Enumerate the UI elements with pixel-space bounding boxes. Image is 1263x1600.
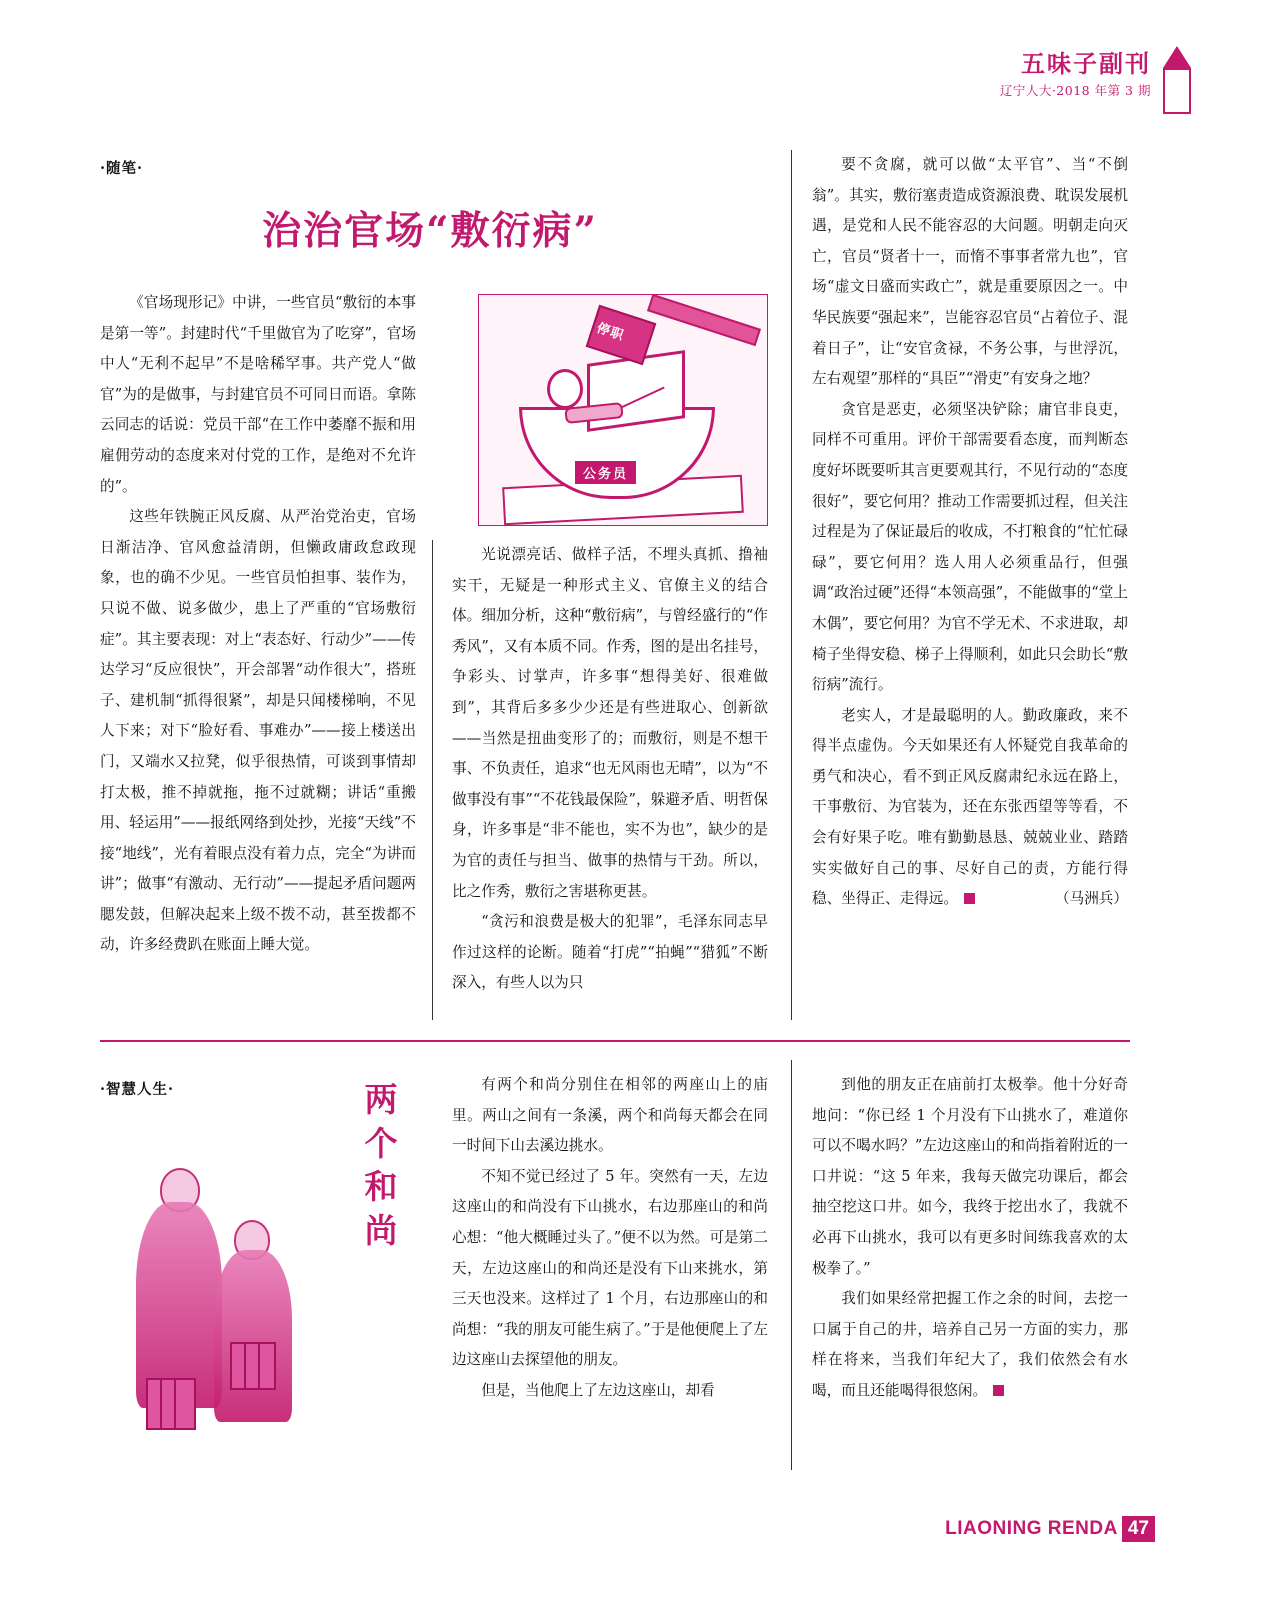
article-column-3 bbox=[812, 150, 1128, 915]
article-column-2 bbox=[452, 540, 768, 999]
bowl-label: 公务员 bbox=[575, 461, 636, 484]
illustration-two-monks bbox=[112, 1150, 336, 1450]
paragraph: 要不贪腐，就可以做“太平官”、当“不倒翁”。其实，敷衍塞责造成资源浪费、耽误发展机遇，是党和人民不能容忍的大问题。明朝走向灭亡，官员“贤者十一，而惰不事事者常九也”，官场“虚文日盛而实政亡”，就是重要原因之一。中华民族要“强起来”，岂能容忍官员“占着位子、混着日子”，让“安官贪禄，不务公事，与世浮沉，左右观望”那样的“具臣”“滑吏”有安身之地？ bbox=[812, 156, 1128, 388]
paragraph: 贪官是恶吏，必须坚决铲除；庸官非良吏，同样不可重用。评价干部需要看态度，而判断态度好坏既要听其言更要观其行，不见行动的“态度很好”，要它何用？推动工作需要抓过程，但关注过程是为了保证最后的收成，不打粮食的“忙忙碌碌”，要它何用？选人用人必须重品行，但强调“政治过硬”还得“本领高强”，不能做事的“堂上木偶”，要它何用？为官不学无术、不求进取，却椅子坐得安稳、梯子上得顺利，如此只会助长“敷衍病”流行。 bbox=[812, 400, 1128, 694]
paragraph: 《官场现形记》中讲，一些官员“敷衍的本事是第一等”。封建时代“千里做官为了吃穿”，官场中人“无利不起早”不是啥稀罕事。共产党人“做官”为的是做事，与封建官员不可同日而语。拿陈云同志的话说：党员干部“在工作中萎靡不振和用雇佣劳动的态度来对付党的工作，是绝对不允许的”。 bbox=[100, 294, 416, 495]
paragraph-last bbox=[812, 1284, 1128, 1406]
paragraph-text: 老实人，才是最聪明的人。勤政廉政，来不得半点虚伪。今天如果还有人怀疑党自我革命的勇气和决心，看不到正风反腐肃纪永远在路上，干事敷衍、为官装为，还在东张西望等等看，不会有好果子吃。唯有勤勤恳恳、兢兢业业、踏踏实实做好自己的事、尽好自己的责，方能行得稳、坐得正、走得远。 bbox=[812, 706, 1128, 908]
page-footer bbox=[945, 1516, 1155, 1542]
end-mark bbox=[993, 1385, 1004, 1396]
second-article-column-1 bbox=[452, 1070, 768, 1407]
column-divider bbox=[791, 150, 792, 1020]
section-tag-essay: ·随笔· bbox=[100, 160, 144, 177]
monk-robe-shape bbox=[214, 1250, 292, 1422]
paragraph-last bbox=[812, 701, 1128, 915]
page-header bbox=[731, 49, 1151, 132]
water-bucket-shape bbox=[146, 1378, 196, 1430]
column-divider bbox=[432, 540, 433, 1020]
person-head-shape bbox=[547, 369, 583, 409]
end-mark bbox=[964, 893, 975, 904]
page-title: 治治官场“敷衍病” bbox=[262, 208, 598, 254]
stamp-handle-shape bbox=[647, 294, 761, 346]
paragraph: 到他的朋友正在庙前打太极拳。他十分好奇地问：“你已经 1 个月没有下山挑水了，难道你可以不喝水吗？”左边这座山的和尚指着附近的一口井说：“这 5 年来，我每天做完功课后，都会抽空挖这口井。如今，我终于挖出水了，我就不必再下山挑水，我可以有更多时间练我喜欢的太极拳了。” bbox=[812, 1076, 1128, 1277]
footer-brand: LIAONING RENDA bbox=[945, 1518, 1118, 1539]
paragraph: “贪污和浪费是极大的犯罪”，毛泽东同志早作过这样的论断。随着“打虎”“拍蝇”“猎狐”不断深入，有些人以为只 bbox=[452, 913, 768, 992]
article-column-1 bbox=[100, 288, 416, 961]
article-vertical-title: 两个和尚 bbox=[364, 1080, 398, 1250]
publication-title: 五味子副刊 bbox=[1021, 49, 1151, 78]
section-tag-wisdom: ·智慧人生· bbox=[100, 1081, 175, 1098]
paragraph: 不知不觉已经过了 5 年。突然有一天，左边这座山的和尚没有下山挑水，右边那座山的和尚心想：“他大概睡过头了。”便不以为然。可是第二天，左边这座山的和尚还是没有下山来挑水，第三天也没来。这样过了 1 个月，右边那座山的和尚想：“我的朋友可能生病了。”于是他便爬上了左边这座山去探望他的朋友。 bbox=[452, 1167, 768, 1369]
paragraph: 有两个和尚分别住在相邻的两座山上的庙里。两山之间有一条溪，两个和尚每天都会在同一时间下山去溪边挑水。 bbox=[452, 1076, 768, 1155]
author-byline: （马洲兵） bbox=[1055, 890, 1128, 908]
page-number: 47 bbox=[1122, 1516, 1155, 1542]
header-inner bbox=[999, 49, 1151, 98]
section-divider bbox=[100, 1040, 1130, 1042]
second-article-column-2 bbox=[812, 1070, 1128, 1407]
illustration-official-in-bowl bbox=[478, 294, 768, 526]
water-bucket-shape bbox=[230, 1342, 276, 1390]
paragraph-text: 我们如果经常把握工作之余的时间，去挖一口属于自己的井，培养自己另一方面的实力，那样在将来，当我们年纪大了，我们依然会有水喝，而且还能喝得很悠闲。 bbox=[812, 1290, 1128, 1399]
stamp-label: 停职 bbox=[594, 320, 627, 344]
pen-icon bbox=[1159, 46, 1199, 118]
paragraph: 这些年铁腕正风反腐、从严治党治吏，官场日渐洁净、官风愈益清朗，但懒政庸政怠政现象，也的确不少见。一些官员怕担事、装作为，只说不做、说多做少，患上了严重的“官场敷衍症”。其主要表现：对上“表态好、行动少”——传达学习“反应很快”，开会部署“动作很大”，搭班子、建机制“抓得很紧”，却是只闻楼梯响，不见人下来；对下“脸好看、事难办”——接上楼送出门，又端水又拉凳，似乎很热情，可谈到事情却打太极，推不掉就拖，拖不过就糊；讲话“重搬用、轻运用”——报纸网络到处抄，光接“天线”不接“地线”，光有着眼点没有着力点，完全“为讲而讲”；做事“有激动、无行动”——提起矛盾问题两腮发鼓，但解决起来上级不拨不动，甚至拨都不动，许多经费趴在账面上睡大觉。 bbox=[100, 508, 416, 954]
paragraph: 光说漂亮话、做样子活，不埋头真抓、撸袖实干，无疑是一种形式主义、官僚主义的结合体。细加分析，这种“敷衍病”，与曾经盛行的“作秀风”，又有本质不同。作秀，图的是出名挂号，争彩头、讨掌声，许多事“想得美好、很难做到”，其背后多多少少还是有些进取心、创新欲——当然是扭曲变形了的；而敷衍，则是不想干事、不负责任，追求“也无风雨也无晴”，以为“不做事没有事”“不花钱最保险”，躲避矛盾、明哲保身，许多事是“非不能也，实不为也”，缺少的是为官的责任与担当、做事的热情与干劲。所以，比之作秀，敷衍之害堪称更甚。 bbox=[452, 546, 768, 900]
paragraph: 但是，当他爬上了左边这座山，却看 bbox=[481, 1381, 715, 1399]
publication-issue: 辽宁人大·2018 年第 3 期 bbox=[999, 83, 1151, 98]
column-divider bbox=[791, 1060, 792, 1470]
